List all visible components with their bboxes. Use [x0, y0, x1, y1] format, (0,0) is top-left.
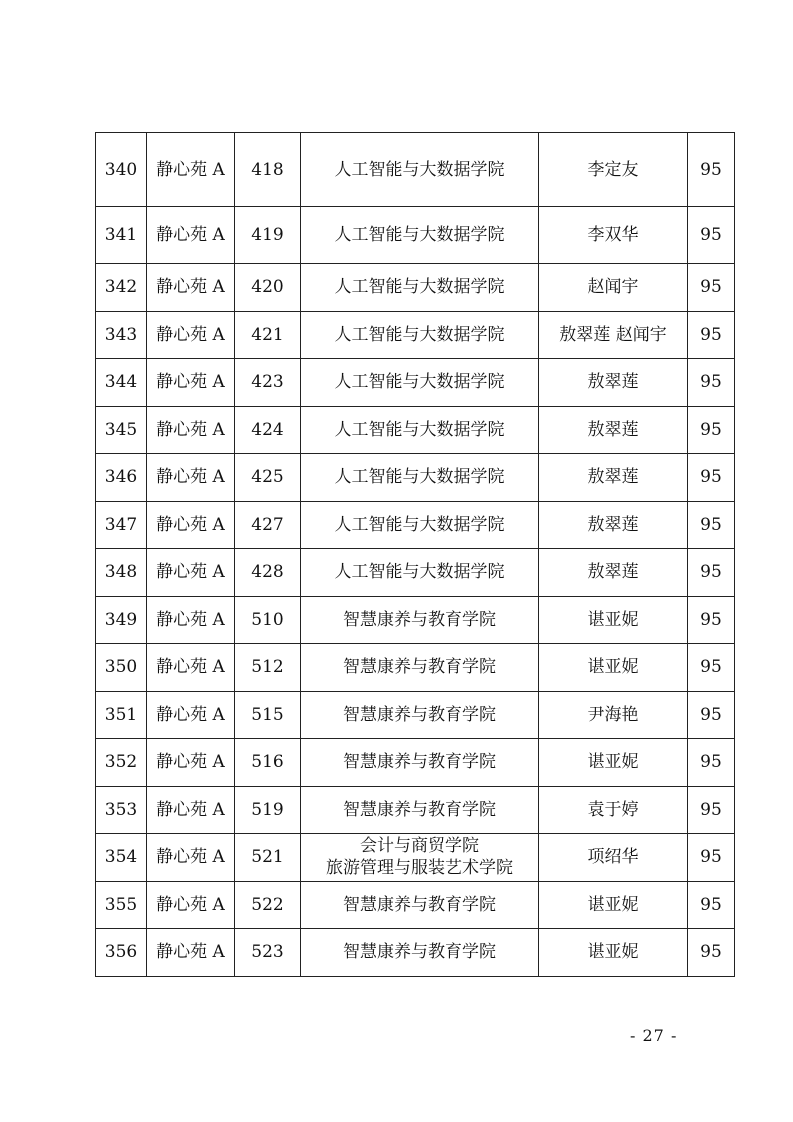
cell-staff: 李双华 [539, 207, 688, 264]
cell-building: 静心苑 A [147, 501, 235, 549]
cell-score: 95 [688, 881, 735, 929]
cell-number: 350 [96, 644, 147, 692]
cell-score: 95 [688, 359, 735, 407]
cell-number: 346 [96, 454, 147, 502]
college-name: 智慧康养与教育学院 [343, 799, 496, 820]
cell-staff: 谌亚妮 [539, 739, 688, 787]
college-name: 智慧康养与教育学院 [343, 704, 496, 725]
cell-room: 419 [235, 207, 301, 264]
college-name: 人工智能与大数据学院 [334, 372, 505, 393]
cell-college [301, 834, 539, 882]
college-name: 人工智能与大数据学院 [334, 514, 505, 535]
table-row [96, 311, 735, 359]
cell-staff: 谌亚妮 [539, 929, 688, 977]
cell-college [301, 881, 539, 929]
cell-room: 510 [235, 596, 301, 644]
page-number: - 27 - [630, 1026, 678, 1045]
college-name: 人工智能与大数据学院 [334, 467, 505, 488]
table-row [96, 881, 735, 929]
cell-college [301, 133, 539, 207]
cell-room: 421 [235, 311, 301, 359]
cell-staff: 敖翠莲 赵闻宇 [539, 311, 688, 359]
cell-building: 静心苑 A [147, 881, 235, 929]
cell-number: 355 [96, 881, 147, 929]
cell-building: 静心苑 A [147, 691, 235, 739]
table-row [96, 549, 735, 597]
cell-college [301, 359, 539, 407]
cell-college [301, 549, 539, 597]
table-row [96, 133, 735, 207]
cell-building: 静心苑 A [147, 454, 235, 502]
table-row [96, 596, 735, 644]
cell-building: 静心苑 A [147, 739, 235, 787]
college-name: 会计与商贸学院 [360, 836, 479, 857]
cell-number: 354 [96, 834, 147, 882]
cell-number: 349 [96, 596, 147, 644]
cell-college [301, 501, 539, 549]
cell-room: 425 [235, 454, 301, 502]
cell-staff: 李定友 [539, 133, 688, 207]
cell-number: 352 [96, 739, 147, 787]
cell-building: 静心苑 A [147, 311, 235, 359]
cell-number: 340 [96, 133, 147, 207]
cell-building: 静心苑 A [147, 207, 235, 264]
cell-staff: 赵闻宇 [539, 264, 688, 312]
table-row [96, 359, 735, 407]
cell-score: 95 [688, 501, 735, 549]
table-row [96, 929, 735, 977]
cell-number: 356 [96, 929, 147, 977]
cell-college [301, 207, 539, 264]
cell-building: 静心苑 A [147, 264, 235, 312]
cell-college [301, 596, 539, 644]
college-name: 人工智能与大数据学院 [334, 159, 505, 180]
cell-building: 静心苑 A [147, 133, 235, 207]
cell-number: 347 [96, 501, 147, 549]
cell-staff: 尹海艳 [539, 691, 688, 739]
cell-room: 420 [235, 264, 301, 312]
cell-number: 345 [96, 406, 147, 454]
cell-college [301, 454, 539, 502]
cell-college [301, 644, 539, 692]
cell-staff: 敖翠莲 [539, 454, 688, 502]
cell-score: 95 [688, 739, 735, 787]
cell-staff: 项绍华 [539, 834, 688, 882]
cell-room: 418 [235, 133, 301, 207]
cell-score: 95 [688, 133, 735, 207]
cell-staff: 谌亚妮 [539, 644, 688, 692]
cell-college [301, 786, 539, 834]
cell-room: 512 [235, 644, 301, 692]
cell-score: 95 [688, 311, 735, 359]
cell-college [301, 311, 539, 359]
college-name: 旅游管理与服装艺术学院 [326, 858, 513, 879]
table-row [96, 501, 735, 549]
college-name: 智慧康养与教育学院 [343, 657, 496, 678]
table-row [96, 691, 735, 739]
cell-room: 522 [235, 881, 301, 929]
table-body [96, 133, 735, 977]
cell-room: 424 [235, 406, 301, 454]
cell-college [301, 739, 539, 787]
table-row [96, 264, 735, 312]
college-name: 智慧康养与教育学院 [343, 942, 496, 963]
cell-number: 344 [96, 359, 147, 407]
cell-score: 95 [688, 549, 735, 597]
cell-room: 521 [235, 834, 301, 882]
cell-number: 343 [96, 311, 147, 359]
cell-staff: 敖翠莲 [539, 406, 688, 454]
cell-building: 静心苑 A [147, 359, 235, 407]
cell-score: 95 [688, 264, 735, 312]
college-name: 人工智能与大数据学院 [334, 324, 505, 345]
cell-building: 静心苑 A [147, 786, 235, 834]
cell-building: 静心苑 A [147, 549, 235, 597]
table-row [96, 834, 735, 882]
cell-room: 515 [235, 691, 301, 739]
cell-staff: 敖翠莲 [539, 359, 688, 407]
cell-room: 423 [235, 359, 301, 407]
cell-score: 95 [688, 406, 735, 454]
cell-score: 95 [688, 207, 735, 264]
college-name: 人工智能与大数据学院 [334, 562, 505, 583]
cell-number: 351 [96, 691, 147, 739]
cell-building: 静心苑 A [147, 406, 235, 454]
table-row [96, 786, 735, 834]
table-row [96, 644, 735, 692]
cell-score: 95 [688, 596, 735, 644]
table-row [96, 207, 735, 264]
cell-staff: 谌亚妮 [539, 596, 688, 644]
cell-number: 353 [96, 786, 147, 834]
cell-building: 静心苑 A [147, 834, 235, 882]
college-name: 人工智能与大数据学院 [334, 277, 505, 298]
cell-score: 95 [688, 929, 735, 977]
college-name: 智慧康养与教育学院 [343, 894, 496, 915]
cell-room: 428 [235, 549, 301, 597]
cell-number: 348 [96, 549, 147, 597]
cell-score: 95 [688, 644, 735, 692]
cell-building: 静心苑 A [147, 644, 235, 692]
college-name: 智慧康养与教育学院 [343, 609, 496, 630]
college-name: 人工智能与大数据学院 [334, 225, 505, 245]
cell-college [301, 929, 539, 977]
dormitory-table [95, 132, 735, 977]
table-row [96, 454, 735, 502]
cell-number: 341 [96, 207, 147, 264]
cell-building: 静心苑 A [147, 596, 235, 644]
college-name: 人工智能与大数据学院 [334, 419, 505, 440]
cell-staff: 敖翠莲 [539, 549, 688, 597]
cell-score: 95 [688, 454, 735, 502]
cell-room: 427 [235, 501, 301, 549]
cell-staff: 谌亚妮 [539, 881, 688, 929]
cell-college [301, 406, 539, 454]
cell-room: 519 [235, 786, 301, 834]
table-row [96, 739, 735, 787]
cell-building: 静心苑 A [147, 929, 235, 977]
cell-room: 516 [235, 739, 301, 787]
cell-score: 95 [688, 786, 735, 834]
cell-staff: 敖翠莲 [539, 501, 688, 549]
cell-room: 523 [235, 929, 301, 977]
cell-score: 95 [688, 834, 735, 882]
cell-number: 342 [96, 264, 147, 312]
college-name: 智慧康养与教育学院 [343, 752, 496, 773]
cell-college [301, 691, 539, 739]
table-row [96, 406, 735, 454]
cell-staff: 袁于婷 [539, 786, 688, 834]
cell-score: 95 [688, 691, 735, 739]
cell-college [301, 264, 539, 312]
